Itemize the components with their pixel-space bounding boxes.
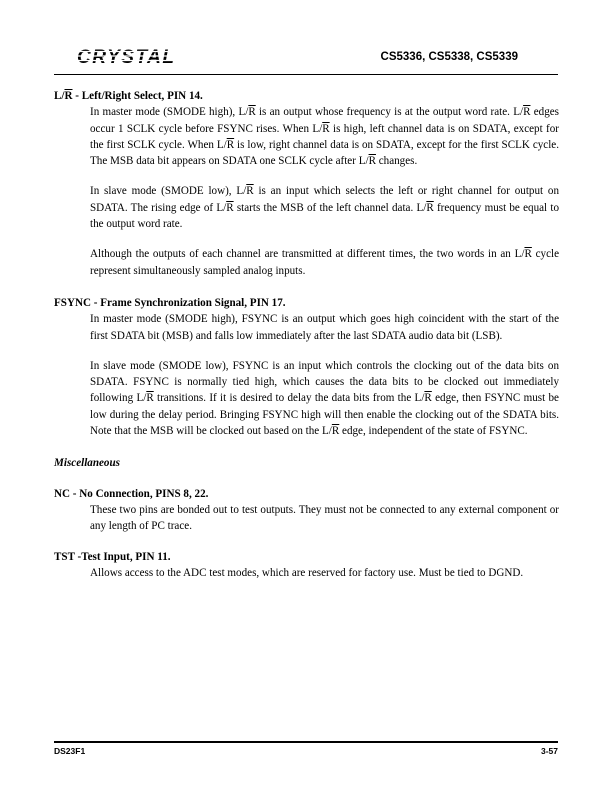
document-code: DS23F1 — [54, 746, 86, 756]
logo-text: CRYSTAL — [77, 47, 176, 68]
section-heading-miscellaneous: Miscellaneous — [54, 457, 120, 470]
footer-divider — [54, 741, 558, 743]
paragraph-fsync-slave: In slave mode (SMODE low), FSYNC is an input which controls the clocking out of the data bits on SDATA. FSYNC is normally tied high, which causes the data bits to be clocked out immediately following $L/\overline{R}$ transitions. If it is desired to delay the data bits from the $L/\overline{R}$ edge, then FSYNC must be low during the delay period. Bringing FSYNC high will then enable the clocking out of the SDATA bits. Note that the MSB will be clocked out based on the $L/\overline{R}$ edge, independent of the state of FSYNC. — [90, 359, 559, 438]
paragraph-lr-slave: In slave mode (SMODE low), $L/\overline{R}$ is an input which selects the left or right channel for output on SDATA. The rising edge of $L/\overline{R}$ starts the MSB of the left channel data. $L/\overline{R}$ frequency must be equal to the output word rate. — [90, 185, 559, 231]
paragraph-lr-outputs: Although the outputs of each channel are transmitted at different times, the two words in an $L/\overline{R}$ cycle represent simultaneously sampled analog inputs. — [90, 248, 559, 277]
section-heading-lr: $L/\overline{R}$ - Left/Right Select, PIN 14. — [54, 90, 203, 102]
paragraph-lr-master: In master mode (SMODE high), $L/\overline{R}$ is an output whose frequency is at the output word rate. $L/\overline{R}$ edges occur 1 SCLK cycle before FSYNC rises. When $L/\overline{R}$ is high, left channel data is on SDATA, except for the first SCLK cycle. When $L/\overline{R}$ is low, right channel data is on SDATA, except for the first SCLK cycle. The MSB data bit appears on SDATA one SCLK cycle after $L/\overline{R}$ changes. — [90, 106, 560, 168]
paragraph-fsync-master: In master mode (SMODE high), FSYNC is an output which goes high coincident with the start of the first SDATA bit (MSB) and falls low immediately after the last SDATA audio data bit (LSB). — [90, 313, 559, 342]
section-heading-fsync: FSYNC - Frame Synchronization Signal, PIN 17. — [54, 296, 286, 309]
paragraph-nc: These two pins are bonded out to test outputs. They must not be connected to any external component or any length of PC trace. — [90, 503, 559, 533]
paragraph-tst: Allows access to the ADC test modes, which are reserved for factory use. Must be tied to DGND. — [90, 566, 524, 579]
header-divider — [54, 74, 558, 75]
crystal-logo — [75, 46, 188, 68]
page-number: 3-57 — [540, 746, 558, 756]
section-heading-nc: NC - No Connection, PINS 8, 22. — [54, 487, 209, 500]
page-content — [54, 88, 559, 581]
header-title: CS5336, CS5338, CS5339 — [380, 51, 518, 63]
section-heading-tst: TST -Test Input, PIN 11. — [54, 550, 171, 563]
